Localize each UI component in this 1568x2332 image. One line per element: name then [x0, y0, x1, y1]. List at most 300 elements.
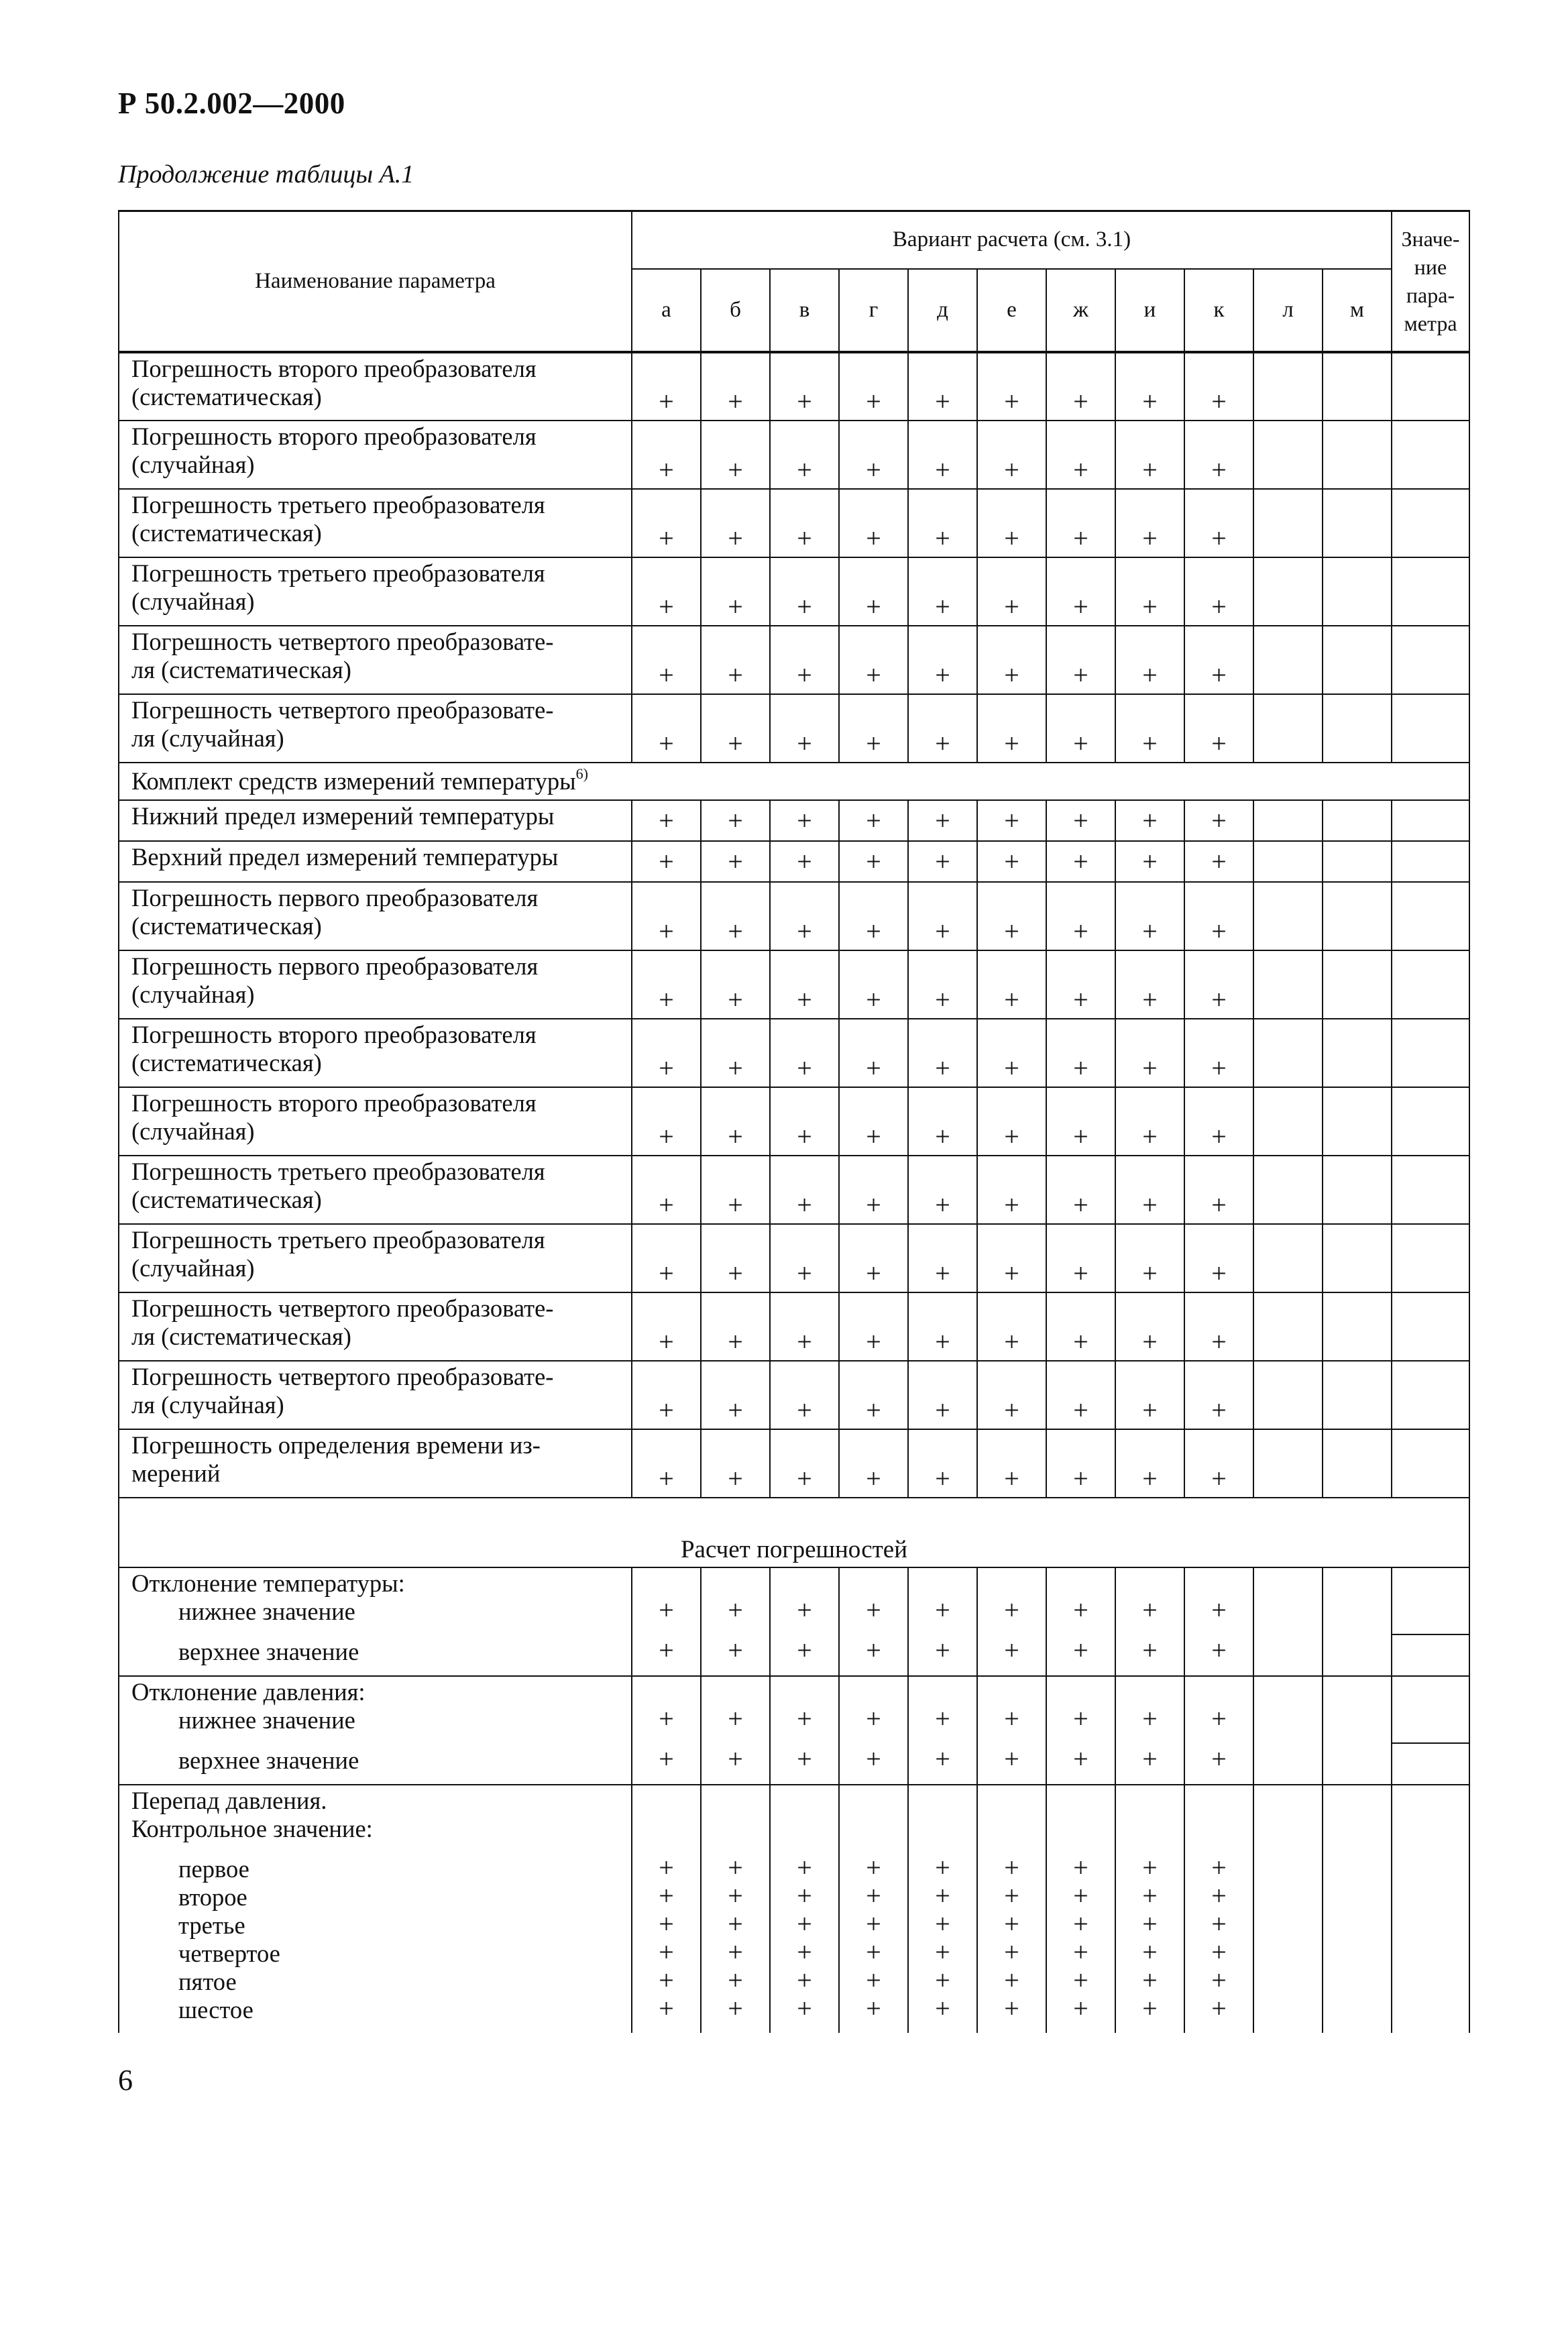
parameter-name: Отклонение температуры: нижнее значение верхнее значение	[119, 1567, 632, 1676]
plus-mark: +	[1115, 557, 1184, 626]
plus-column: + + + + + +	[977, 1785, 1046, 2033]
plus-mark: +	[839, 950, 908, 1019]
parameter-name: Перепад давления. Контрольное значение: первое вторoе третье четвертое пятое шестое	[119, 1785, 632, 2033]
plus-mark: +	[1115, 1361, 1184, 1429]
value-cell	[1392, 950, 1469, 1019]
empty-cell-m	[1323, 1087, 1392, 1156]
plus-mark: +	[632, 1429, 701, 1498]
plus-mark: +	[701, 1429, 770, 1498]
empty-cell-l	[1253, 557, 1323, 626]
plus-pair: + +	[1184, 1567, 1253, 1676]
empty-cell-m	[1323, 950, 1392, 1019]
plus-pair: + +	[1115, 1676, 1184, 1785]
parameter-name: Нижний предел измерений температуры	[119, 800, 632, 841]
plus-mark: +	[1184, 1361, 1253, 1429]
plus-pair: + +	[632, 1676, 701, 1785]
parameter-name: Погрешность второго преобразователя (случайная)	[119, 1087, 632, 1156]
parameter-name: Погрешность второго преобразователя (систематическая)	[119, 1019, 632, 1087]
plus-mark: +	[701, 1361, 770, 1429]
plus-column: + + + + + +	[701, 1785, 770, 2033]
empty-cell-l	[1253, 421, 1323, 489]
empty-cell-m	[1323, 800, 1392, 841]
empty-cell-l	[1253, 950, 1323, 1019]
plus-pair: + +	[770, 1567, 839, 1676]
document-code: Р 50.2.002—2000	[118, 87, 345, 120]
parameter-name: Погрешность второго преобразователя (случайная)	[119, 421, 632, 489]
plus-mark: +	[701, 352, 770, 421]
plus-pair: + +	[1184, 1676, 1253, 1785]
empty-cell-m	[1323, 557, 1392, 626]
plus-mark: +	[977, 489, 1046, 557]
plus-mark: +	[1115, 1429, 1184, 1498]
variant-header-9: к	[1184, 269, 1253, 352]
plus-pair: + +	[839, 1567, 908, 1676]
plus-mark: +	[977, 1087, 1046, 1156]
empty-cell-l	[1253, 1567, 1323, 1676]
plus-mark: +	[1184, 800, 1253, 841]
plus-mark: +	[908, 352, 977, 421]
parameter-name: Погрешность второго преобразователя (систематическая)	[119, 352, 632, 421]
plus-mark: +	[977, 1156, 1046, 1224]
empty-cell-m	[1323, 1156, 1392, 1224]
plus-mark: +	[1046, 800, 1115, 841]
plus-pair: + +	[1046, 1676, 1115, 1785]
plus-mark: +	[977, 421, 1046, 489]
plus-mark: +	[770, 800, 839, 841]
page-number: 6	[118, 2064, 133, 2097]
variant-header-2: б	[701, 269, 770, 352]
plus-mark: +	[839, 1224, 908, 1292]
plus-mark: +	[1115, 841, 1184, 882]
empty-cell-l	[1253, 1019, 1323, 1087]
plus-mark: +	[908, 489, 977, 557]
plus-mark: +	[1046, 1224, 1115, 1292]
parameter-name: Погрешность четвертого преобразовате- ля (систематическая)	[119, 1292, 632, 1361]
plus-mark: +	[908, 1224, 977, 1292]
plus-pair: + +	[632, 1567, 701, 1676]
plus-mark: +	[770, 1156, 839, 1224]
variant-header-4: г	[839, 269, 908, 352]
plus-mark: +	[908, 694, 977, 763]
empty-cell-m	[1323, 489, 1392, 557]
plus-mark: +	[1046, 950, 1115, 1019]
value-cell	[1392, 489, 1469, 557]
plus-mark: +	[839, 421, 908, 489]
value-cell	[1392, 882, 1469, 950]
variant-header-5: д	[908, 269, 977, 352]
plus-mark: +	[839, 694, 908, 763]
parameter-name: Погрешность третьего преобразователя (случайная)	[119, 557, 632, 626]
table-row	[119, 1224, 1469, 1292]
parameter-name: Погрешность определения времени из- мерений	[119, 1429, 632, 1498]
plus-mark: +	[908, 557, 977, 626]
plus-mark: +	[701, 1292, 770, 1361]
plus-mark: +	[632, 1019, 701, 1087]
plus-mark: +	[701, 421, 770, 489]
empty-cell-l	[1253, 1156, 1323, 1224]
plus-mark: +	[701, 694, 770, 763]
plus-mark: +	[632, 950, 701, 1019]
parameter-name: Погрешность третьего преобразователя (случайная)	[119, 1224, 632, 1292]
parameter-name: Погрешность первого преобразователя (случайная)	[119, 950, 632, 1019]
plus-mark: +	[632, 694, 701, 763]
empty-cell-l	[1253, 1676, 1323, 1785]
parameter-name: Погрешность третьего преобразователя (систематическая)	[119, 489, 632, 557]
section-temperature-label: Комплект средств измерений температуры$^{6)}$	[119, 763, 1469, 800]
empty-cell-l	[1253, 882, 1323, 950]
header-variant: Вариант расчета (см. 3.1)	[632, 211, 1392, 269]
header-value: Значе- ние пара- метра	[1392, 211, 1469, 352]
value-cell	[1392, 557, 1469, 626]
plus-column: + + + + + +	[1115, 1785, 1184, 2033]
plus-mark: +	[1184, 1019, 1253, 1087]
plus-mark: +	[839, 1429, 908, 1498]
plus-mark: +	[1046, 1429, 1115, 1498]
plus-mark: +	[908, 950, 977, 1019]
plus-pair: + +	[839, 1676, 908, 1785]
plus-column: + + + + + +	[839, 1785, 908, 2033]
plus-mark: +	[1046, 626, 1115, 694]
plus-mark: +	[632, 557, 701, 626]
plus-mark: +	[977, 1292, 1046, 1361]
plus-mark: +	[1184, 1292, 1253, 1361]
plus-mark: +	[908, 1429, 977, 1498]
plus-mark: +	[839, 557, 908, 626]
plus-mark: +	[977, 1429, 1046, 1498]
plus-mark: +	[977, 950, 1046, 1019]
plus-mark: +	[1115, 352, 1184, 421]
plus-mark: +	[1046, 1361, 1115, 1429]
plus-mark: +	[770, 421, 839, 489]
plus-mark: +	[977, 841, 1046, 882]
plus-mark: +	[977, 694, 1046, 763]
plus-mark: +	[770, 882, 839, 950]
empty-cell-l	[1253, 1224, 1323, 1292]
plus-mark: +	[701, 489, 770, 557]
plus-mark: +	[908, 1019, 977, 1087]
plus-mark: +	[770, 841, 839, 882]
value-cell	[1392, 1224, 1469, 1292]
variant-header-7: ж	[1046, 269, 1115, 352]
plus-mark: +	[977, 352, 1046, 421]
plus-mark: +	[701, 882, 770, 950]
plus-mark: +	[770, 1429, 839, 1498]
empty-cell-m	[1323, 1292, 1392, 1361]
value-cell	[1392, 1156, 1469, 1224]
plus-mark: +	[770, 626, 839, 694]
plus-mark: +	[770, 352, 839, 421]
value-cell	[1392, 1361, 1469, 1429]
plus-mark: +	[839, 1292, 908, 1361]
plus-mark: +	[701, 1224, 770, 1292]
plus-mark: +	[632, 1087, 701, 1156]
plus-mark: +	[839, 800, 908, 841]
plus-mark: +	[1115, 1087, 1184, 1156]
plus-mark: +	[1115, 1156, 1184, 1224]
plus-mark: +	[770, 1019, 839, 1087]
empty-cell-m	[1323, 626, 1392, 694]
empty-cell-l	[1253, 1785, 1323, 2033]
plus-pair: + +	[770, 1676, 839, 1785]
plus-mark: +	[632, 1361, 701, 1429]
plus-mark: +	[701, 1087, 770, 1156]
plus-mark: +	[839, 1087, 908, 1156]
plus-mark: +	[1046, 1087, 1115, 1156]
plus-mark: +	[1184, 1087, 1253, 1156]
plus-mark: +	[1046, 352, 1115, 421]
empty-cell-l	[1253, 626, 1323, 694]
plus-column: + + + + + +	[1046, 1785, 1115, 2033]
plus-mark: +	[1184, 352, 1253, 421]
plus-mark: +	[908, 1156, 977, 1224]
plus-pair: + +	[1115, 1567, 1184, 1676]
plus-mark: +	[1115, 421, 1184, 489]
value-cell	[1392, 694, 1469, 763]
empty-cell-m	[1323, 1676, 1392, 1785]
plus-mark: +	[908, 1292, 977, 1361]
table-row	[119, 1019, 1469, 1087]
table-caption: Продолжение таблицы А.1	[118, 160, 414, 188]
parameter-name: Погрешность четвертого преобразовате- ля (случайная)	[119, 1361, 632, 1429]
section-errors-label: Расчет погрешностей	[119, 1498, 1469, 1567]
plus-pair: + +	[701, 1676, 770, 1785]
value-cell	[1392, 1785, 1469, 2033]
plus-mark: +	[977, 557, 1046, 626]
table-row	[119, 352, 1469, 421]
plus-mark: +	[632, 352, 701, 421]
plus-mark: +	[839, 489, 908, 557]
plus-mark: +	[977, 626, 1046, 694]
table-row	[119, 1292, 1469, 1361]
table-row	[119, 421, 1469, 489]
plus-mark: +	[839, 1156, 908, 1224]
plus-mark: +	[1115, 626, 1184, 694]
plus-column: + + + + + +	[1184, 1785, 1253, 2033]
empty-cell-l	[1253, 1292, 1323, 1361]
empty-cell-l	[1253, 694, 1323, 763]
parameter-name: Верхний предел измерений температуры	[119, 841, 632, 882]
value-cell	[1392, 421, 1469, 489]
plus-pair: + +	[977, 1567, 1046, 1676]
plus-mark: +	[977, 800, 1046, 841]
plus-mark: +	[632, 1224, 701, 1292]
plus-column: + + + + + +	[770, 1785, 839, 2033]
plus-pair: + +	[701, 1567, 770, 1676]
plus-mark: +	[839, 841, 908, 882]
parameter-name: Погрешность четвертого преобразовате- ля (систематическая)	[119, 626, 632, 694]
table-row	[119, 950, 1469, 1019]
plus-mark: +	[1184, 1429, 1253, 1498]
plus-mark: +	[770, 1224, 839, 1292]
variant-header-1: а	[632, 269, 701, 352]
value-cell	[1392, 800, 1469, 841]
plus-mark: +	[1115, 800, 1184, 841]
empty-cell-l	[1253, 841, 1323, 882]
plus-mark: +	[632, 1292, 701, 1361]
table-row	[119, 489, 1469, 557]
plus-mark: +	[1115, 1224, 1184, 1292]
plus-mark: +	[1046, 489, 1115, 557]
plus-mark: +	[839, 1019, 908, 1087]
plus-mark: +	[1115, 1019, 1184, 1087]
variant-header-3: в	[770, 269, 839, 352]
row-differential-pressure	[119, 1785, 1469, 2033]
empty-cell-l	[1253, 489, 1323, 557]
table-row	[119, 557, 1469, 626]
plus-mark: +	[908, 1361, 977, 1429]
plus-mark: +	[701, 626, 770, 694]
plus-mark: +	[908, 421, 977, 489]
footnote-marker: 6)	[575, 765, 588, 782]
plus-mark: +	[839, 1361, 908, 1429]
variant-header-6: е	[977, 269, 1046, 352]
parameter-name: Погрешность первого преобразователя (систематическая)	[119, 882, 632, 950]
table-row	[119, 1361, 1469, 1429]
plus-pair: + +	[1046, 1567, 1115, 1676]
plus-mark: +	[977, 1019, 1046, 1087]
plus-mark: +	[1046, 421, 1115, 489]
plus-mark: +	[770, 1087, 839, 1156]
plus-mark: +	[1184, 1156, 1253, 1224]
plus-mark: +	[1184, 841, 1253, 882]
plus-mark: +	[839, 352, 908, 421]
plus-mark: +	[1046, 1156, 1115, 1224]
plus-mark: +	[1184, 489, 1253, 557]
plus-mark: +	[1046, 1019, 1115, 1087]
empty-cell-m	[1323, 1361, 1392, 1429]
plus-mark: +	[908, 626, 977, 694]
plus-mark: +	[770, 694, 839, 763]
plus-mark: +	[1184, 626, 1253, 694]
plus-mark: +	[1115, 694, 1184, 763]
value-cell	[1392, 1019, 1469, 1087]
plus-mark: +	[1115, 950, 1184, 1019]
plus-column: + + + + + +	[632, 1785, 701, 2033]
row-temperature-deviation	[119, 1567, 1469, 1676]
value-cell	[1392, 626, 1469, 694]
empty-cell-l	[1253, 1361, 1323, 1429]
plus-mark: +	[977, 1224, 1046, 1292]
plus-mark: +	[632, 626, 701, 694]
table-row	[119, 626, 1469, 694]
empty-cell-m	[1323, 1224, 1392, 1292]
empty-cell-l	[1253, 352, 1323, 421]
plus-mark: +	[632, 1156, 701, 1224]
plus-column: + + + + + +	[908, 1785, 977, 2033]
plus-mark: +	[908, 800, 977, 841]
value-cell	[1392, 841, 1469, 882]
value-cell	[1392, 1292, 1469, 1361]
row-pressure-deviation	[119, 1676, 1469, 1785]
value-cell	[1392, 352, 1469, 421]
variant-header-10: л	[1253, 269, 1323, 352]
parameters-table	[118, 210, 1469, 2033]
table-row	[119, 800, 1469, 841]
empty-cell-m	[1323, 1019, 1392, 1087]
value-cell	[1392, 1676, 1469, 1785]
value-cell	[1392, 1087, 1469, 1156]
plus-mark: +	[1184, 882, 1253, 950]
value-cell	[1392, 1429, 1469, 1498]
plus-mark: +	[632, 841, 701, 882]
plus-pair: + +	[977, 1676, 1046, 1785]
empty-cell-l	[1253, 1087, 1323, 1156]
plus-mark: +	[908, 1087, 977, 1156]
plus-mark: +	[1115, 882, 1184, 950]
empty-cell-m	[1323, 1429, 1392, 1498]
plus-mark: +	[1184, 950, 1253, 1019]
plus-mark: +	[701, 950, 770, 1019]
table-row	[119, 1156, 1469, 1224]
plus-mark: +	[632, 421, 701, 489]
plus-mark: +	[1115, 489, 1184, 557]
plus-mark: +	[977, 1361, 1046, 1429]
parameter-name: Отклонение давления: нижнее значение верхнее значение	[119, 1676, 632, 1785]
table-row	[119, 1429, 1469, 1498]
plus-mark: +	[908, 841, 977, 882]
plus-mark: +	[1046, 841, 1115, 882]
empty-cell-m	[1323, 694, 1392, 763]
plus-mark: +	[839, 626, 908, 694]
plus-mark: +	[1184, 557, 1253, 626]
value-cell	[1392, 1567, 1469, 1676]
variant-header-11: м	[1323, 269, 1392, 352]
empty-cell-m	[1323, 841, 1392, 882]
parameter-name: Погрешность третьего преобразователя (систематическая)	[119, 1156, 632, 1224]
empty-cell-m	[1323, 1785, 1392, 2033]
plus-mark: +	[770, 1361, 839, 1429]
variant-header-8: и	[1115, 269, 1184, 352]
plus-mark: +	[839, 882, 908, 950]
empty-cell-l	[1253, 800, 1323, 841]
plus-mark: +	[1046, 1292, 1115, 1361]
plus-mark: +	[908, 882, 977, 950]
empty-cell-l	[1253, 1429, 1323, 1498]
section-row-temperature	[119, 763, 1469, 800]
plus-mark: +	[1184, 1224, 1253, 1292]
table-row	[119, 841, 1469, 882]
plus-mark: +	[1184, 421, 1253, 489]
plus-mark: +	[701, 841, 770, 882]
table-row	[119, 694, 1469, 763]
plus-mark: +	[701, 1156, 770, 1224]
plus-mark: +	[1046, 694, 1115, 763]
parameter-name: Погрешность четвертого преобразовате- ля (случайная)	[119, 694, 632, 763]
empty-cell-m	[1323, 882, 1392, 950]
plus-mark: +	[977, 882, 1046, 950]
plus-mark: +	[701, 1019, 770, 1087]
plus-mark: +	[701, 557, 770, 626]
plus-mark: +	[632, 489, 701, 557]
plus-mark: +	[770, 489, 839, 557]
plus-mark: +	[1046, 882, 1115, 950]
plus-mark: +	[1046, 557, 1115, 626]
plus-mark: +	[632, 882, 701, 950]
plus-pair: + +	[908, 1676, 977, 1785]
empty-cell-m	[1323, 1567, 1392, 1676]
plus-mark: +	[701, 800, 770, 841]
section-row-errors	[119, 1498, 1469, 1567]
header-parameter-name: Наименование параметра	[119, 211, 632, 352]
plus-mark: +	[770, 950, 839, 1019]
plus-mark: +	[632, 800, 701, 841]
table-row	[119, 1087, 1469, 1156]
table-row	[119, 882, 1469, 950]
plus-mark: +	[770, 557, 839, 626]
empty-cell-m	[1323, 352, 1392, 421]
empty-cell-m	[1323, 421, 1392, 489]
plus-pair: + +	[908, 1567, 977, 1676]
